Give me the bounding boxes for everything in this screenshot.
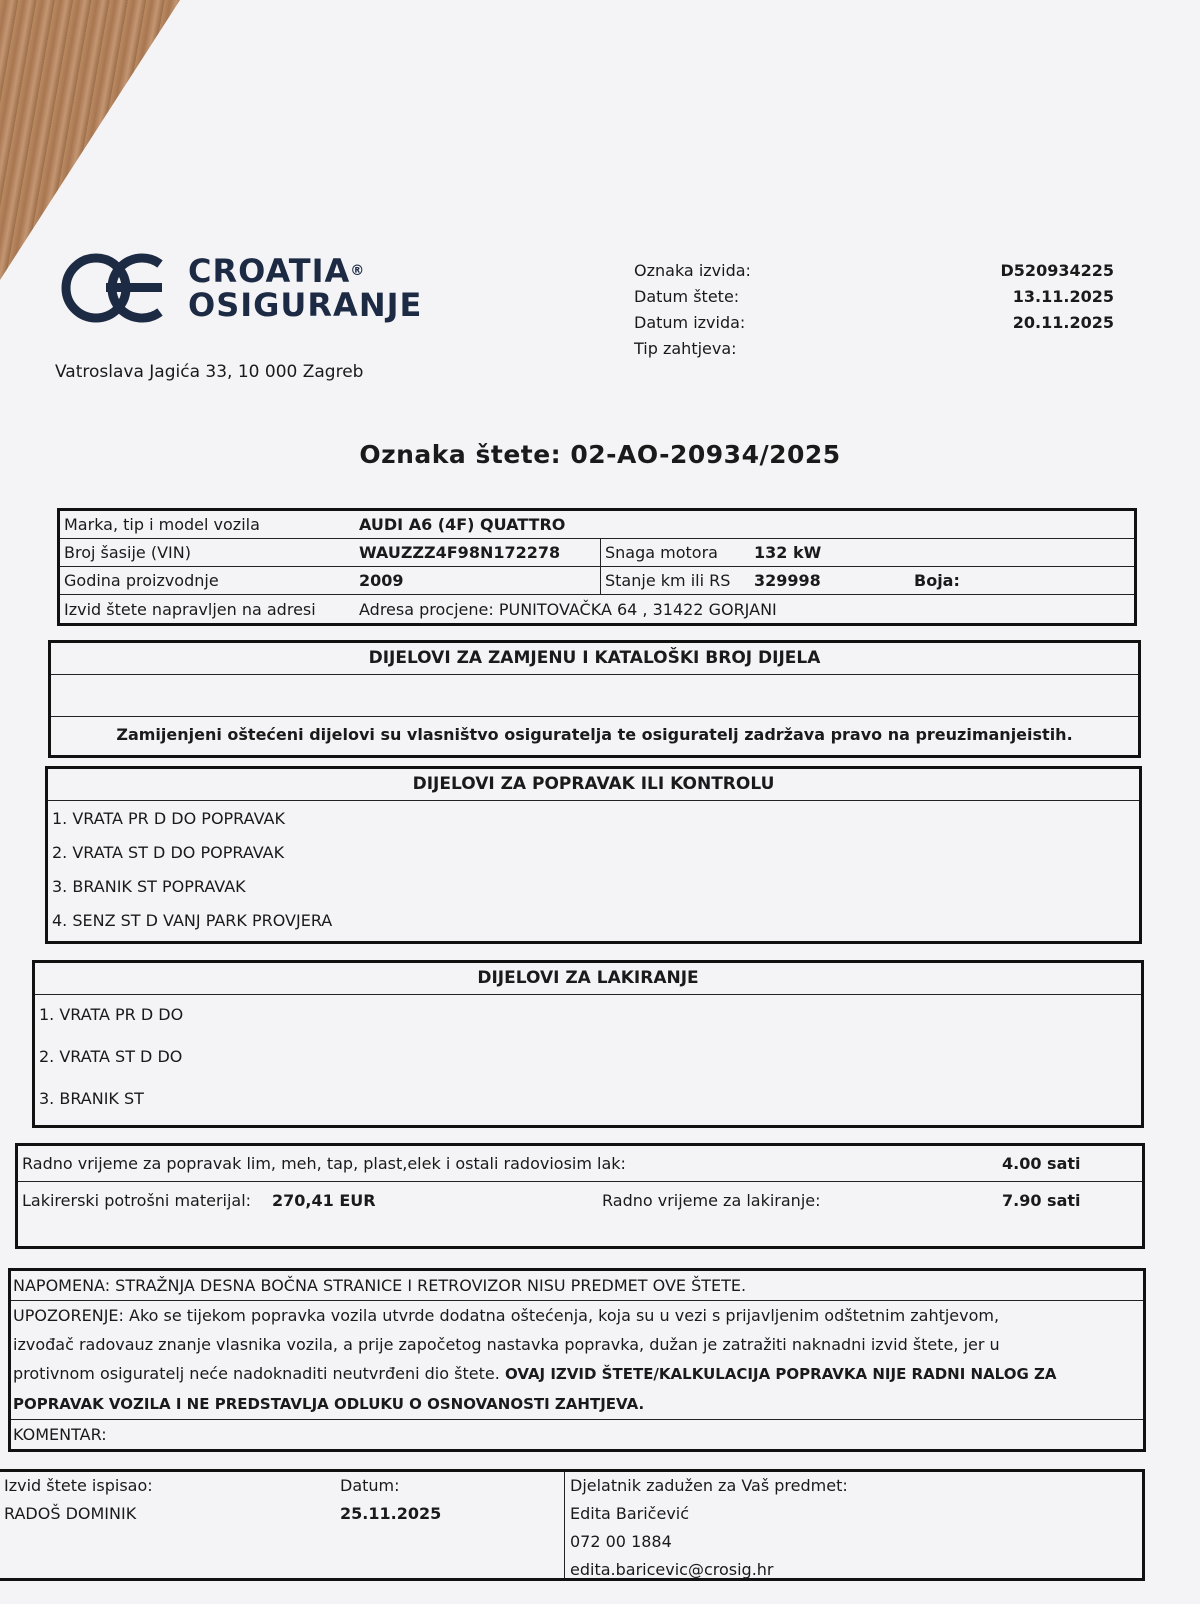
list-item: 3. BRANIK ST bbox=[39, 1089, 144, 1108]
table-row: Izvid štete napravljen na adresi Adresa procjene: PUNITOVAČKA 64 , 31422 GORJANI bbox=[64, 599, 777, 619]
page-title: Oznaka štete: 02-AO-20934/2025 bbox=[359, 440, 841, 469]
notes-section bbox=[8, 1268, 1146, 1452]
signature-section bbox=[0, 1469, 1145, 1581]
croatia-osiguranje-logo-icon bbox=[60, 250, 170, 326]
list-item: 1. VRATA PR D DO POPRAVAK bbox=[52, 809, 285, 828]
list-item: 2. VRATA ST D DO POPRAVAK bbox=[52, 843, 285, 862]
painting-parts-section bbox=[32, 960, 1144, 1128]
table-row: Marka, tip i model vozila AUDI A6 (4F) QUATTRO bbox=[60, 511, 1134, 539]
list-item: 2. VRATA ST D DO bbox=[39, 1047, 183, 1066]
section-header: DIJELOVI ZA POPRAVAK ILI KONTROLU bbox=[48, 769, 1139, 801]
section-header: DIJELOVI ZA LAKIRANJE bbox=[35, 963, 1141, 995]
table-row: Radno vrijeme za popravak lim, meh, tap, plast,elek i ostali radoviosim lak: 4.00 sati bbox=[18, 1146, 1142, 1182]
table-row: Broj šasije (VIN) WAUZZZ4F98N172278 Snaga motora 132 kW bbox=[60, 539, 1134, 567]
repair-parts-section bbox=[45, 766, 1142, 944]
list-item: 1. VRATA PR D DO bbox=[39, 1005, 184, 1024]
meta-row: Datum štete: 13.11.2025 bbox=[634, 287, 1114, 306]
meta-row: Datum izvida: 20.11.2025 bbox=[634, 313, 1114, 332]
company-address: Vatroslava Jagića 33, 10 000 Zagreb bbox=[55, 362, 364, 382]
table-surface bbox=[0, 0, 180, 280]
list-item: 4. SENZ ST D VANJ PARK PROVJERA bbox=[52, 911, 333, 930]
claim-meta bbox=[634, 261, 1114, 365]
replacement-parts-section bbox=[48, 640, 1141, 758]
meta-row: Tip zahtjeva: bbox=[634, 339, 737, 358]
labor-section bbox=[15, 1143, 1145, 1249]
replacement-list bbox=[51, 675, 1138, 717]
napomena: NAPOMENA: STRAŽNJA DESNA BOČNA STRANICE I RETROVIZOR NISU PREDMET OVE ŠTETE. bbox=[11, 1271, 1143, 1301]
company-logo bbox=[60, 250, 422, 326]
ownership-notice: Zamijenjeni oštećeni dijelovi su vlasništvo osiguratelja te osiguratelj zadržava pravo na preuzimanjeistih. bbox=[116, 725, 1073, 744]
upozorenje: UPOZORENJE: Ako se tijekom popravka vozila utvrde dodatna oštećenja, koja su u vezi s prijavljenim odštetnim zahtjevom, izvođač radovauz znanje vlasnika vozila, a prije započetog nastavka popravka, dužan je zatražiti naknadni izvid štete, jer u protivnom osiguratelj neće nadoknaditi neutvrđeni dio štete. OVAJ IZVID ŠTETE/KALKULACIJA POPRAVKA NIJE RADNI NALOG ZA POPRAVAK VOZILA I NE PREDSTAVLJA ODLUKU O OSNOVANOSTI ZAHTJEVA. bbox=[13, 1306, 1057, 1413]
issue-date: Datum: 25.11.2025 bbox=[340, 1472, 565, 1578]
vehicle-table bbox=[57, 508, 1137, 626]
meta-row: Oznaka izvida: D520934225 bbox=[634, 261, 1114, 280]
komentar: KOMENTAR: bbox=[11, 1419, 1143, 1449]
list-item: 3. BRANIK ST POPRAVAK bbox=[52, 877, 246, 896]
company-name: CROATIA® OSIGURANJE bbox=[188, 252, 423, 324]
issued-by: Izvid štete ispisao: RADOŠ DOMINIK bbox=[4, 1476, 153, 1523]
table-row: Lakirerski potrošni materijal: 270,41 EUR Radno vrijeme za lakiranje: 7.90 sati bbox=[22, 1190, 1081, 1210]
section-header: DIJELOVI ZA ZAMJENU I KATALOŠKI BROJ DIJELA bbox=[51, 643, 1138, 675]
assigned-agent: Djelatnik zadužen za Vaš predmet: Edita Baričević 072 00 1884 edita.baricevic@crosig.hr bbox=[570, 1476, 848, 1579]
table-row: Godina proizvodnje 2009 Stanje km ili RS 329998 Boja: bbox=[60, 567, 1134, 595]
